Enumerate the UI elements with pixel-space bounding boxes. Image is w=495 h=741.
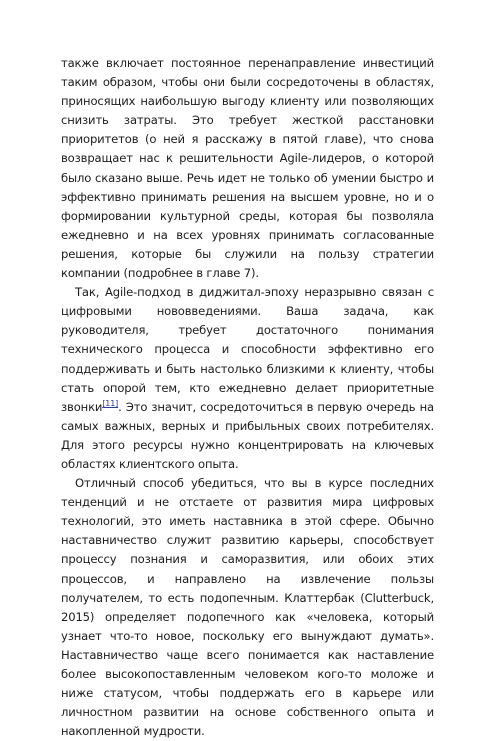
paragraph-2-text-before: Так, Agile-подход в диджитал-эпоху неразрывно связан с цифровыми нововведениями. Ваша задача, как руководителя, требует достаточного понимания технического процесса и способности эффективно его поддерживать и быть настолько близкими к клиенту, чтобы стать опорой тем, кто ежедневно делает приоритетные звонки (61, 285, 434, 414)
page-body (61, 54, 434, 741)
paragraph-2-text-after: . Это значит, сосредоточиться в первую очередь на самых важных, верных и прибыльных своих потребителях. Для этого ресурсы нужно концентрировать на ключевых областях клиентского опыта. (61, 399, 434, 471)
paragraph-1: также включает постоянное перенаправление инвестиций таким образом, чтобы они были сосредоточены в областях, приносящих наибольшую выгоду клиенту или позволяющих снизить затраты. Это требует жесткой расстановки приоритетов (о ней я расскажу в пятой главе), что снова возвращает нас к решительности Agile-лидеров, о которой было сказано выше. Речь идет не только об умении быстро и эффективно принимать решения на высшем уровне, но и о формировании культурной среды, которая бы позволяла ежедневно и на всех уровнях принимать согласованные решения, которые бы служили на пользу стратегии компании (подробнее в главе 7). (61, 56, 434, 281)
paragraph-3: Отличный способ убедиться, что вы в курсе последних тенденций и не отстаете от развития мира цифровых технологий, это иметь наставника в этой сфере. Обычно наставничество служит развитию карьеры, способствует процессу познания и саморазвития, или обоих этих процессов, и направлено на извлечение пользы получателем, то есть подопечным. Клаттербак (Clutterbuck, 2015) определяет подопечного как «человека, который узнает что-то новое, поскольку его вынуждают думать». Наставничество чаще всего понимается как наставление более высокопоставленным человеком кого-то моложе и ниже статусом, чтобы поддержать его в карьере или личностном развитии на основе собственного опыта и накопленной мудрости. (61, 476, 434, 739)
footnote-link[interactable]: [11] (102, 398, 119, 408)
paragraph-2 (61, 283, 434, 474)
